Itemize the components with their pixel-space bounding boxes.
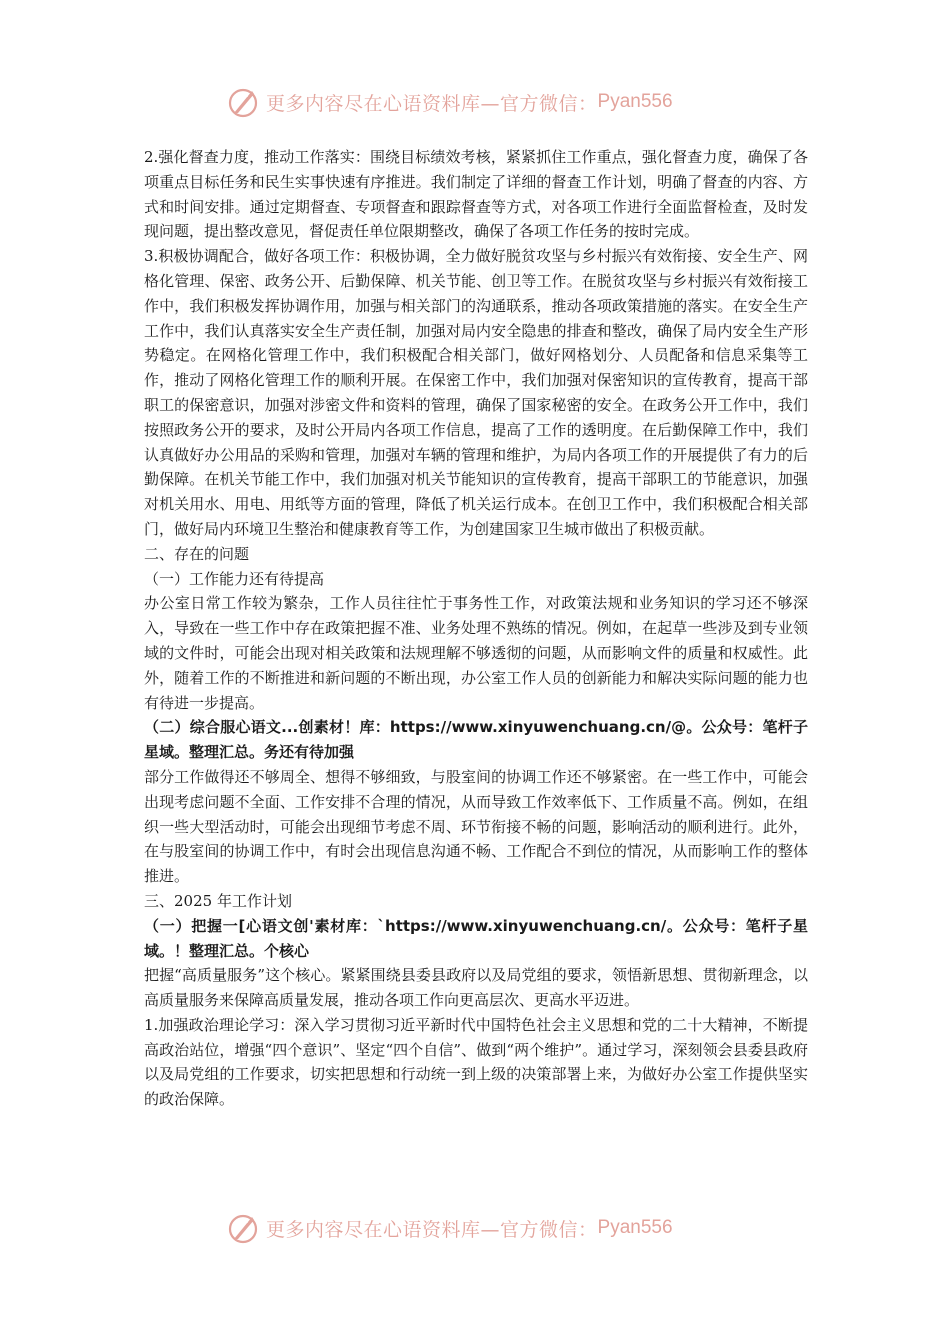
quill-logo-icon <box>226 85 260 119</box>
footer-watermark-banner <box>226 1208 673 1248</box>
banner-wechat-id: Pyan556 <box>597 1217 673 1238</box>
banner-text: 更多内容尽在心语资料库—官方微信： <box>266 92 598 115</box>
document-body <box>144 145 808 1112</box>
paragraph: 办公室日常工作较为繁杂，工作人员往往忙于事务性工作，对政策法规和业务知识的学习还不够深入，导致在一些工作中存在政策把握不准、业务处理不熟练的情况。例如，在起草一些涉及到专业领域的文件时，可能会出现对相关政策和法规理解不够透彻的问题，从而影响文件的质量和权威性。此外，随着工作的不断推进和新问题的不断出现，办公室工作人员的创新能力和解决实际问题的能力也有待进一步提高。 <box>144 594 808 712</box>
paragraph: 3.积极协调配合，做好各项工作：积极协调，全力做好脱贫攻坚与乡村振兴有效衔接、安全生产、网格化管理、保密、政务公开、后勤保障、机关节能、创卫等工作。在脱贫攻坚与乡村振兴有效衔接工作中，我们积极发挥协调作用，加强与相关部门的沟通联系，推动各项政策措施的落实。在安全生产工作中，我们认真落实安全生产责任制，加强对局内安全隐患的排查和整改，确保了局内安全生产形势稳定。在网格化管理工作中，我们积极配合相关部门，做好网格划分、人员配备和信息采集等工作，推动了网格化管理工作的顺利开展。在保密工作中，我们加强对保密知识的宣传教育，提高干部职工的保密意识，加强对涉密文件和资料的管理，确保了国家秘密的安全。在政务公开工作中，我们按照政务公开的要求，及时公开局内各项工作信息，提高了工作的透明度。在后勤保障工作中，我们认真做好办公用品的采购和管理，加强对车辆的管理和维护，为局内各项工作的开展提供了有力的后勤保障。在机关节能工作中，我们加强对机关节能知识的宣传教育，提高干部职工的节能意识，加强对机关用水、用电、用纸等方面的管理，降低了机关运行成本。在创卫工作中，我们积极配合相关部门，做好局内环境卫生整治和健康教育等工作，为创建国家卫生城市做出了积极贡献。 <box>144 247 808 538</box>
paragraph: 把握“高质量服务”这个核心。紧紧围绕县委县政府以及局党组的要求，领悟新思想、贯彻新理念，以高质量服务来保障高质量发展，推动各项工作向更高层次、更高水平迈进。 <box>144 966 808 1010</box>
paragraph: 部分工作做得还不够周全、想得不够细致，与股室间的协调工作还不够紧密。在一些工作中，可能会出现考虑问题不全面、工作安排不合理的情况，从而导致工作效率低下、工作质量不高。例如，在组织一些大型活动时，可能会出现细节考虑不周、环节衔接不畅的问题，影响活动的顺利进行。此外，在与股室间的协调工作中，有时会出现信息沟通不畅、工作配合不到位的情况，从而影响工作的整体推进。 <box>144 767 808 886</box>
paragraph: 1.加强政治理论学习：深入学习贯彻习近平新时代中国特色社会主义思想和党的二十大精神，不断提高政治站位，增强“四个意识”、坚定“四个自信”、做到“两个维护”。通过学习，深刻领会县委县政府以及局党组的工作要求，切实把思想和行动统一到上级的决策部署上来，为做好办公室工作提供坚实的政治保障。 <box>144 1015 808 1109</box>
section-heading: 二、存在的问题 <box>144 544 250 563</box>
subsection-heading-watermarked: （二）综合服心语文...创素材！库：https://www.xinyuwenchuang.cn/@。公众号：笔杆子星域。整理汇总。务还有待加强 <box>144 718 808 762</box>
subsection-heading: （一）工作能力还有待提高 <box>144 569 325 588</box>
quill-logo-icon <box>226 1211 260 1245</box>
banner-text: 更多内容尽在心语资料库—官方微信： <box>266 1218 598 1241</box>
header-watermark-banner <box>226 82 673 122</box>
paragraph: 2.强化督查力度，推动工作落实：围绕目标绩效考核，紧紧抓住工作重点，强化督查力度，确保了各项重点目标任务和民生实事快速有序推进。我们制定了详细的督查工作计划，明确了督查的内容、方式和时间安排。通过定期督查、专项督查和跟踪督查等方式，对各项工作进行全面监督检查，及时发现问题，提出整改意见，督促责任单位限期整改，确保了各项工作任务的按时完成。 <box>144 148 808 241</box>
subsection-heading-watermarked: （一）把握一[心语文创'素材库：`https://www.xinyuwenchuang.cn/。公众号：笔杆子星域。！整理汇总。个核心 <box>144 916 808 960</box>
section-heading: 三、2025 年工作计划 <box>144 891 292 910</box>
banner-wechat-id: Pyan556 <box>597 91 673 112</box>
